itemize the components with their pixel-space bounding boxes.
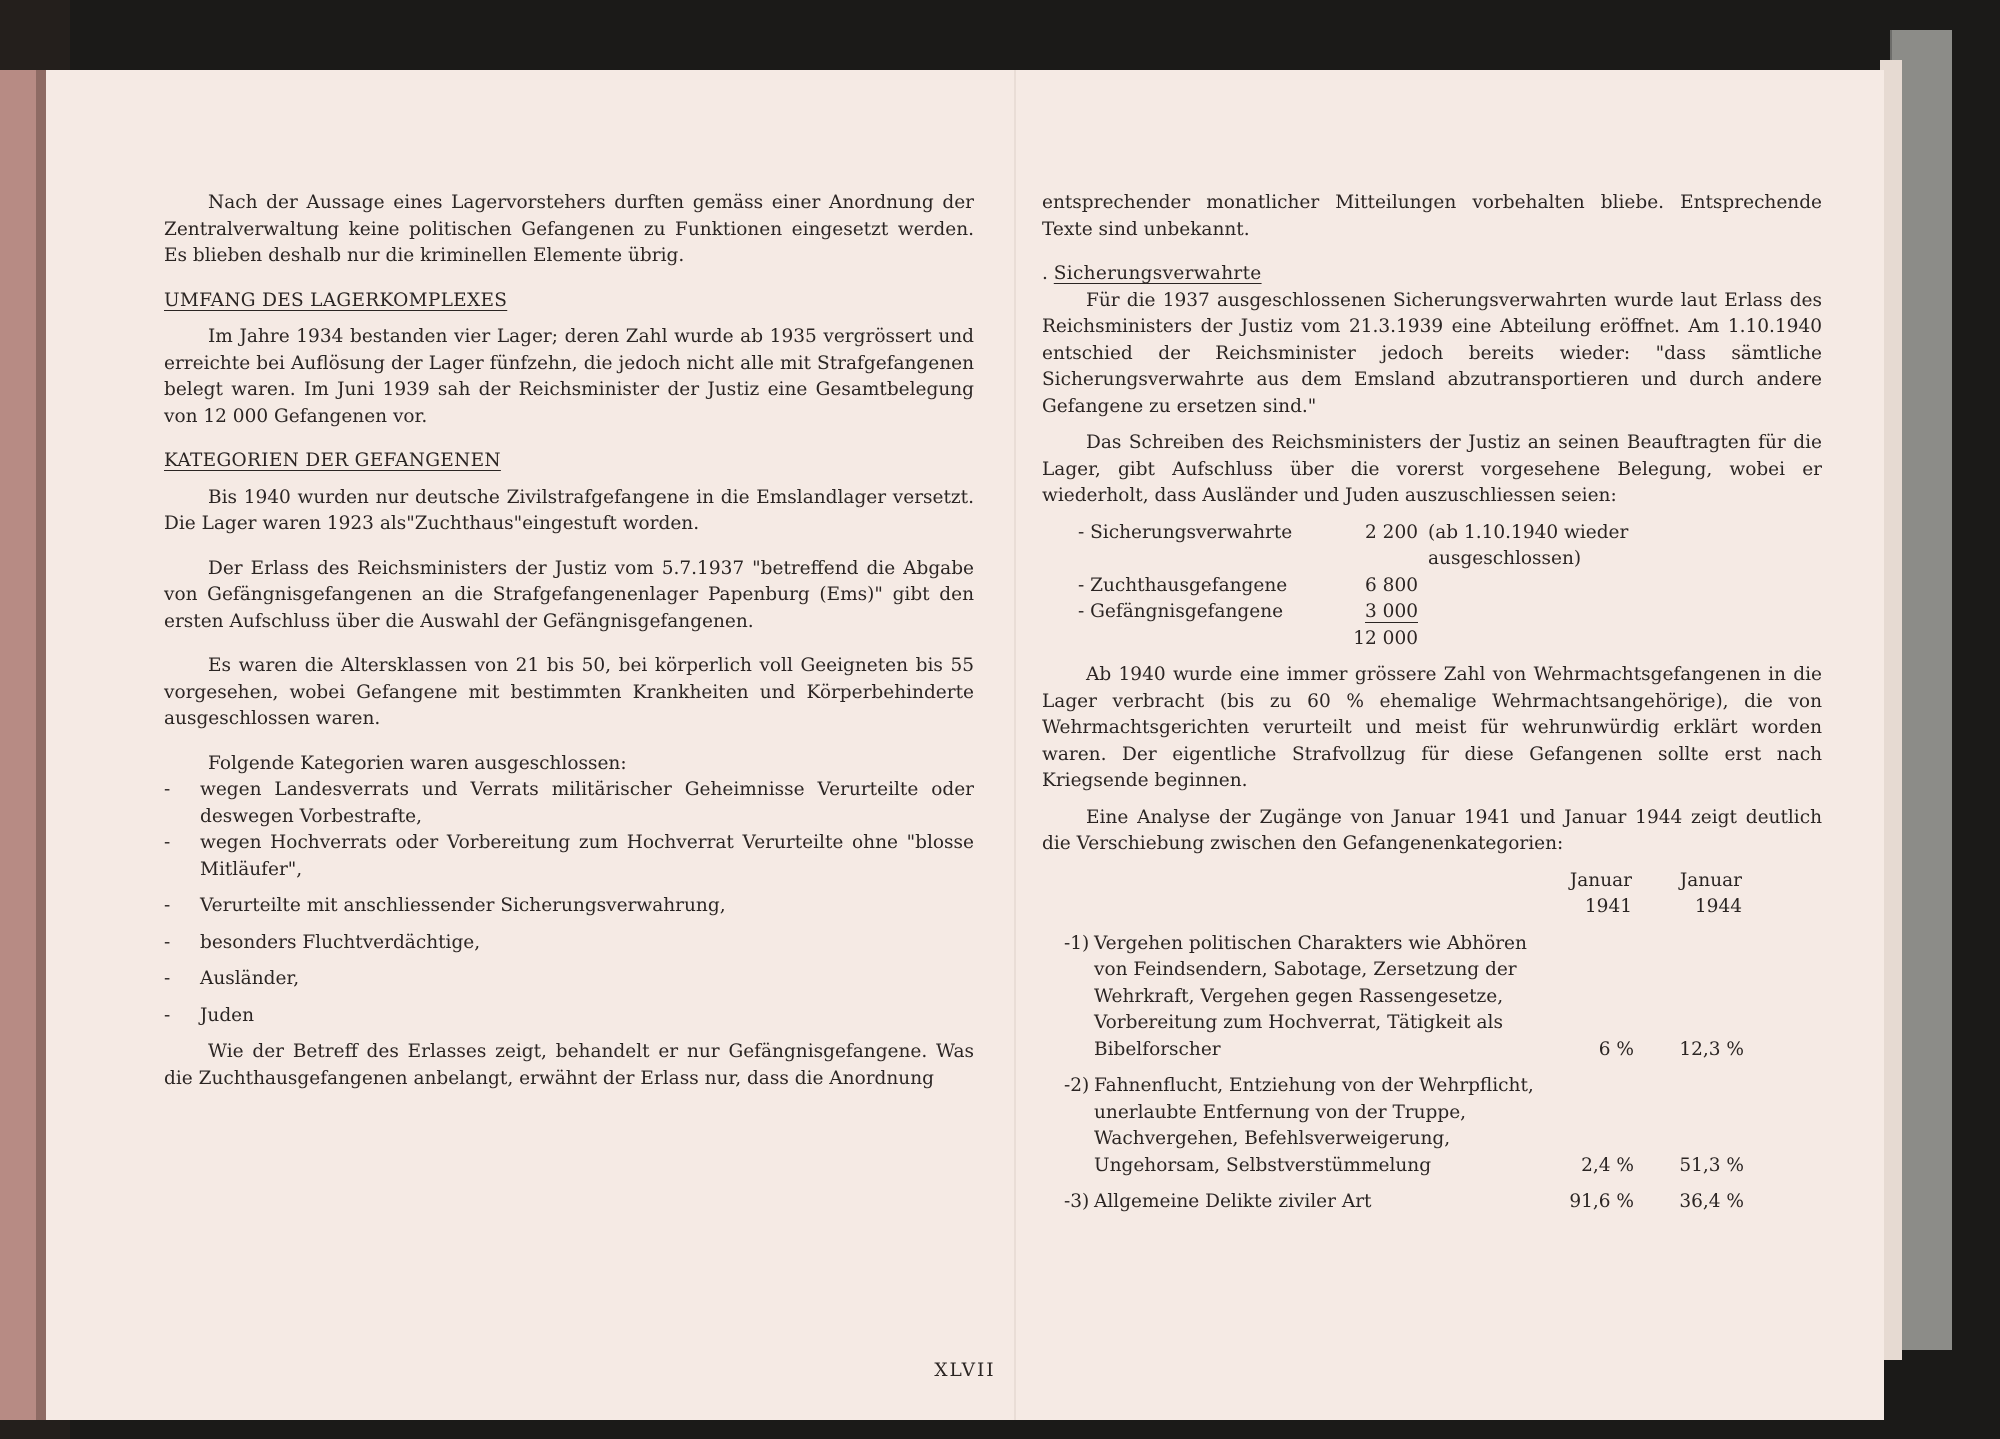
- paragraph: Es waren die Altersklassen von 21 bis 50, bei körperlich voll Geeigneten bis 55 vorgesehen, wobei Gefangene mit bestimmten Krankheiten und Körperbehinderte ausgeschlossen waren.: [164, 655, 974, 729]
- left-column: [164, 190, 974, 1092]
- column-header-1944: Januar 1944: [1679, 869, 1742, 917]
- list-item-text: Juden: [200, 1004, 255, 1026]
- list-item: [164, 777, 974, 830]
- subheading-row: [1042, 261, 1822, 288]
- row-value-1941: 6 %: [1598, 1038, 1634, 1060]
- row-value-1944: 36,4 %: [1679, 1191, 1744, 1212]
- page-number: XLVII: [934, 1360, 996, 1381]
- table-total: 12 000: [1353, 627, 1418, 649]
- row-text: Vergehen politischen Charakters wie Abhören von Feindsendern, Sabotage, Zersetzung der Wehrkraft, Vergehen gegen Rassengesetze, Vorbereitung zum Hochverrat, Tätigkeit als Bibelforscher: [1094, 932, 1527, 1060]
- list-dash: -: [164, 1004, 171, 1026]
- allocation-table: [1078, 520, 1822, 653]
- paragraph: Nach der Aussage eines Lagervorstehers durften gemäss einer Anordnung der Zentralverwaltung keine politischen Gefangenen zu Funktionen eingesetzt werden. Es blieben deshalb nur die kriminellen Elemente übrig.: [164, 192, 974, 266]
- analysis-header: [1042, 868, 1822, 921]
- paragraph: Eine Analyse der Zugänge von Januar 1941 und Januar 1944 zeigt deutlich die Verschiebung zwischen den Gefangenenkategorien:: [1042, 806, 1822, 854]
- row-value-1944: 51,3 %: [1679, 1154, 1744, 1176]
- table-cell-label: - Gefängnisgefangene: [1078, 601, 1284, 622]
- book-page-spread: [46, 70, 1884, 1420]
- paragraph: Das Schreiben des Reichsministers der Justiz an seinen Beauftragten für die Lager, gibt Aufschluss über die vorerst vorgesehene Belegung, wobei er wiederholt, dass Ausländer und Juden auszuschliessen seien:: [1042, 432, 1822, 506]
- paragraph: Der Erlass des Reichsministers der Justiz vom 5.7.1937 "betreffend die Abgabe von Gefängnisgefangenen an die Strafgefangenenlager Papenburg (Ems)" gibt den ersten Aufschluss über die Auswahl der Gefängnisgefangenen.: [164, 557, 974, 632]
- section-heading: UMFANG DES LAGERKOMPLEXES: [164, 289, 508, 311]
- row-number: -3): [1064, 1191, 1090, 1212]
- row-value-1944: 12,3 %: [1679, 1038, 1744, 1060]
- table-cell-note: (ab 1.10.1940 wieder ausgeschlossen): [1428, 521, 1629, 569]
- column-header-1941: Januar 1941: [1569, 869, 1632, 917]
- list-dash: -: [164, 832, 171, 853]
- gutter: [1014, 70, 1016, 1420]
- row-value-1941: 91,6 %: [1569, 1191, 1634, 1212]
- table-cell-value: 6 800: [1365, 574, 1418, 596]
- paragraph: Im Jahre 1934 bestanden vier Lager; deren Zahl wurde ab 1935 vergrössert und erreichte bei Auflösung der Lager fünfzehn, die jedoch nicht alle mit Strafgefangenen belegt waren. Im Juni 1939 sah der Reichsminister der Justiz eine Gesamtbelegung von 12 000 Gefangenen vor.: [164, 326, 974, 427]
- paragraph: Ab 1940 wurde eine immer grössere Zahl von Wehrmachtsgefangenen in die Lager verbracht (bis zu 60 % ehemalige Wehrmachtsangehörige), die von Wehrmachtsgerichten verurteilt und meist für wehrunwürdig erklärt worden waren. Der eigentliche Strafvollzug für diese Gefangenen sollte erst nach Kriegsende beginnen.: [1042, 664, 1822, 791]
- list-item-text: wegen Landesverrats und Verrats militärischer Geheimnisse Verurteilte oder deswegen Vorbestrafte,: [200, 779, 974, 827]
- list-item: [164, 893, 974, 920]
- section-heading: Sicherungsverwahrte: [1053, 263, 1262, 284]
- right-column: [1042, 190, 1822, 1216]
- table-cell-note: [1418, 599, 1758, 626]
- list-dash: -: [164, 779, 171, 800]
- row-value-1941: 2,4 %: [1581, 1154, 1634, 1176]
- list-item-text: wegen Hochverrats oder Vorbereitung zum Hochverrat Verurteilte ohne "blosse Mitläufer",: [200, 832, 974, 880]
- spine-edge: [36, 70, 46, 1420]
- list-item-text: Ausländer,: [200, 968, 300, 989]
- list-item: [164, 1003, 974, 1030]
- row-text: Allgemeine Delikte ziviler Art: [1094, 1191, 1372, 1212]
- paragraph: Bis 1940 wurden nur deutsche Zivilstrafgefangene in die Emslandlager versetzt. Die Lager waren 1923 als"Zuchthaus"eingestuft worden.: [164, 486, 974, 534]
- list-item: [164, 966, 974, 993]
- analysis-row: [1064, 1073, 1822, 1179]
- list-dash: -: [164, 931, 171, 953]
- row-number: -1): [1064, 932, 1090, 954]
- analysis-row: [1064, 1189, 1822, 1216]
- list-dash: -: [164, 895, 171, 916]
- list-dash: -: [164, 968, 171, 989]
- row-number: -2): [1064, 1075, 1090, 1096]
- table-cell-label: - Zuchthausgefangene: [1078, 574, 1288, 596]
- paragraph: entsprechender monatlicher Mitteilungen vorbehalten bliebe. Entsprechende Texte sind unbekannt.: [1042, 192, 1822, 240]
- row-text: Fahnenflucht, Entziehung von der Wehrpflicht, unerlaubte Entfernung von der Truppe, Wachvergehen, Befehlsverweigerung, Ungehorsam, Selbstverstümmelung: [1094, 1075, 1534, 1176]
- paragraph: Für die 1937 ausgeschlossenen Sicherungsverwahrten wurde laut Erlass des Reichsministers der Justiz vom 21.3.1939 eine Abteilung eröffnet. Am 1.10.1940 entschied der Reichsminister jedoch bereits wieder: "dass sämtliche Sicherungsverwahrte aus dem Emsland abzutransportieren und durch andere Gefangene zu ersetzen sind.": [1042, 289, 1822, 417]
- list-item-text: besonders Fluchtverdächtige,: [200, 931, 481, 953]
- list-item-text: Verurteilte mit anschliessender Sicherungsverwahrung,: [200, 895, 726, 916]
- table-cell-label: - Sicherungsverwahrte: [1078, 521, 1293, 543]
- paragraph: Folgende Kategorien waren ausgeschlossen:: [208, 752, 627, 774]
- list-item: [164, 930, 974, 957]
- table-cell-value: 3 000: [1365, 601, 1418, 622]
- paragraph: Wie der Betreff des Erlasses zeigt, behandelt er nur Gefängnisgefangene. Was die Zuchthausgefangenen anbelangt, erwähnt der Erlass nur, dass die Anordnung: [164, 1041, 974, 1089]
- table-cell-value: 2 200: [1365, 521, 1418, 543]
- table-cell-note: [1418, 573, 1758, 600]
- heading-mark: .: [1042, 263, 1048, 284]
- section-heading: KATEGORIEN DER GEFANGENEN: [164, 450, 501, 471]
- analysis-row: [1064, 931, 1822, 1064]
- list-item: [164, 830, 974, 883]
